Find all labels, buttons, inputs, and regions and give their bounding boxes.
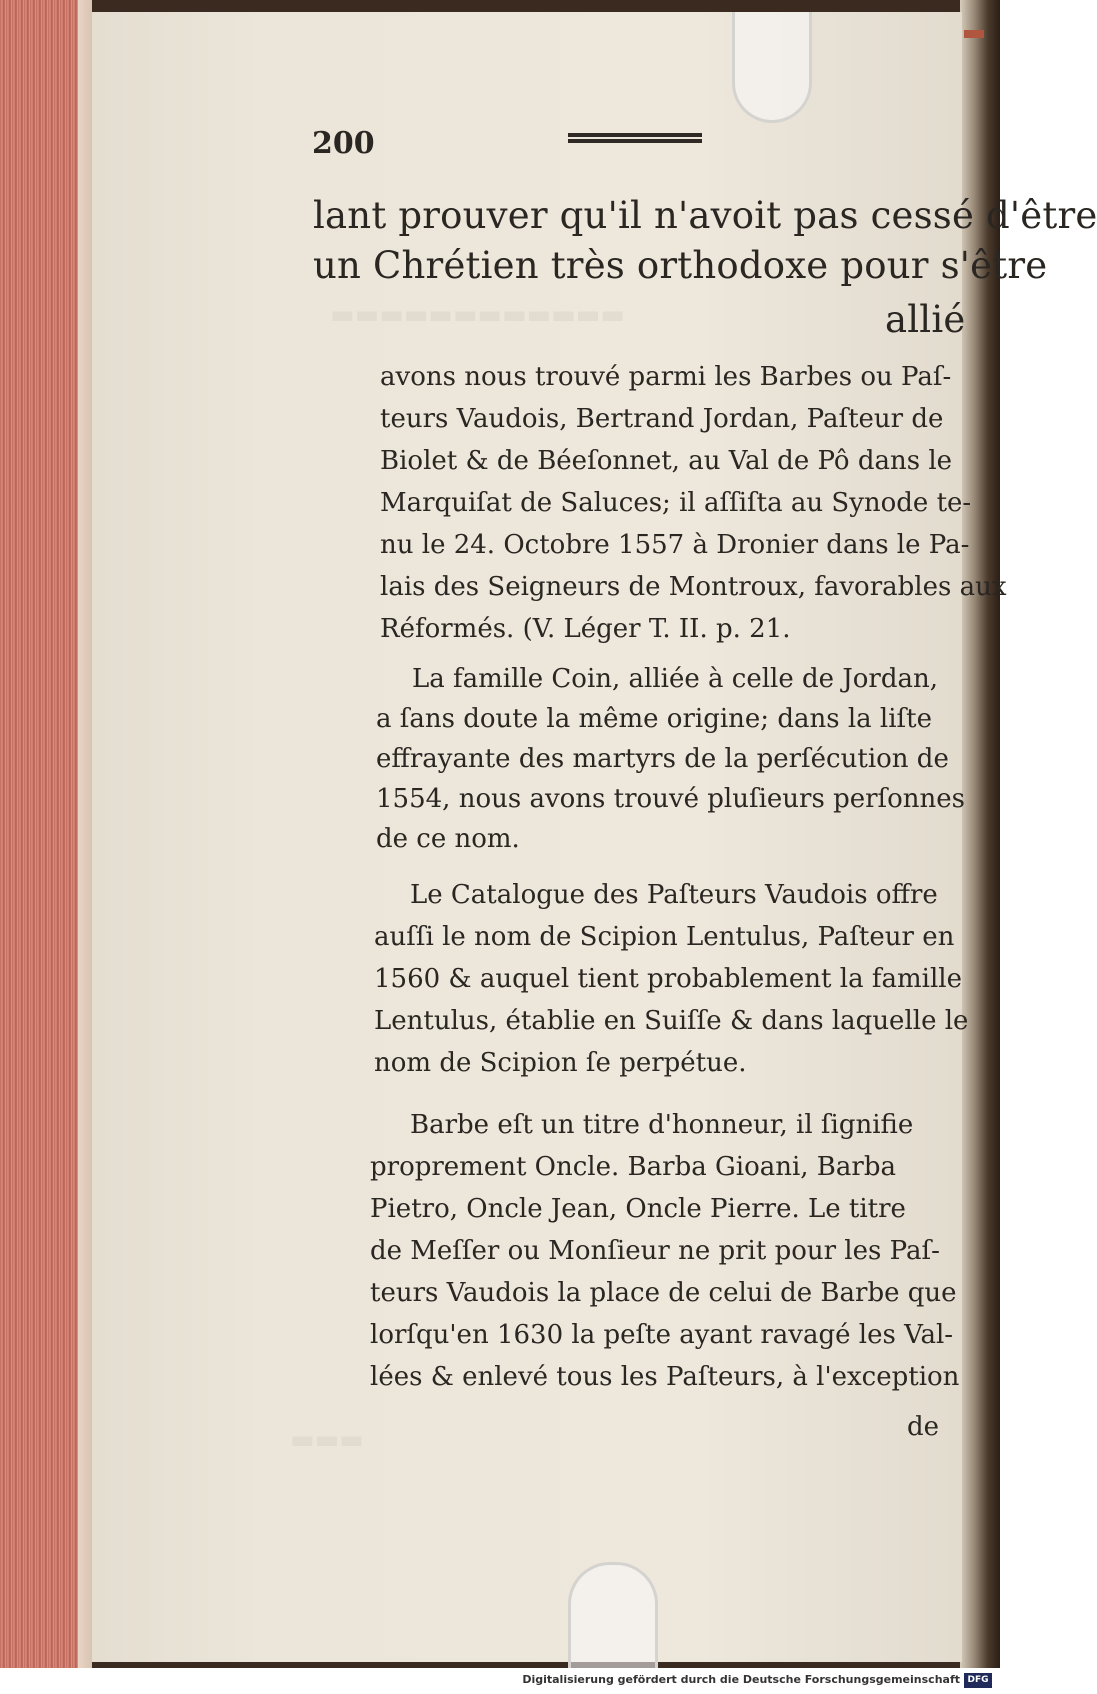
paragraph-1-line: nu le 24. Octobre 1557 à Dronier dans le Pa-	[380, 530, 970, 560]
paragraph-2-line: La famille Coin, alliée à celle de Jordan,	[412, 664, 938, 694]
paragraph-4-line: lées & enlevé tous les Paſteurs, à l'exception	[370, 1362, 960, 1392]
bleed-through: ▬▬▬▬▬▬▬▬▬▬▬▬	[330, 300, 625, 330]
binding-tear	[964, 30, 984, 38]
paragraph-2-line: de ce nom.	[376, 824, 520, 854]
page-fore-edge	[0, 0, 92, 1668]
paragraph-3-line: 1560 & auquel tient probablement la famille	[374, 964, 962, 994]
paragraph-4-line: de Meſſer ou Monſieur ne prit pour les Paſ-	[370, 1236, 940, 1266]
paragraph-1-line: Biolet & de Béeſonnet, au Val de Pô dans le	[380, 446, 953, 476]
paragraph-3-line: Le Catalogue des Paſteurs Vaudois offre	[410, 880, 938, 910]
paragraph-4-line: Barbe eſt un titre d'honneur, il ſignifie	[410, 1110, 914, 1140]
page-number: 200	[312, 126, 375, 161]
footer-bar	[0, 1668, 1000, 1694]
catchword-bottom: de	[907, 1412, 940, 1442]
text-line-large: un Chrétien très orthodoxe pour s'être	[313, 244, 1048, 287]
dfg-logo-icon: DFG	[964, 1673, 992, 1688]
page-clip-top	[732, 12, 812, 123]
paragraph-4-line: teurs Vaudois la place de celui de Barbe que	[370, 1278, 957, 1308]
header-rule	[568, 133, 702, 143]
paragraph-3-line: nom de Scipion ſe perpétue.	[374, 1048, 747, 1078]
bleed-through: ▬▬▬	[290, 1425, 364, 1455]
paragraph-4-line: lorſqu'en 1630 la peſte ayant ravagé les Val-	[370, 1320, 954, 1350]
paragraph-1-line: teurs Vaudois, Bertrand Jordan, Paſteur de	[380, 404, 944, 434]
paragraph-2-line: 1554, nous avons trouvé pluſieurs perſonnes	[376, 784, 966, 814]
page-clip-bottom	[568, 1562, 658, 1683]
paragraph-3-line: Lentulus, établie en Suiſſe & dans laquelle le	[374, 1006, 969, 1036]
paragraph-1-line: Marquiſat de Saluces; il aſſiſta au Synode te-	[380, 488, 972, 518]
paragraph-1-line: lais des Seigneurs de Montroux, favorables aux	[380, 572, 1007, 602]
paragraph-3-line: auſſi le nom de Scipion Lentulus, Paſteur en	[374, 922, 955, 952]
text-line-large: lant prouver qu'il n'avoit pas cessé d'être	[313, 194, 1097, 237]
paragraph-4-line: Pietro, Oncle Jean, Oncle Pierre. Le titre	[370, 1194, 906, 1224]
paragraph-1-line: Réformés. (V. Léger T. II. p. 21.	[380, 614, 791, 644]
paragraph-2-line: effrayante des martyrs de la perſécution de	[376, 744, 949, 774]
paragraph-2-line: a ſans doute la même origine; dans la liſte	[376, 704, 932, 734]
footer-credit: Digitalisierung gefördert durch die Deutsche Forschungsgemeinschaft	[522, 1673, 960, 1686]
paragraph-1-line: avons nous trouvé parmi les Barbes ou Paſ-	[380, 362, 952, 392]
paragraph-4-line: proprement Oncle. Barba Gioani, Barba	[370, 1152, 896, 1182]
catchword-top: allié	[885, 298, 966, 341]
